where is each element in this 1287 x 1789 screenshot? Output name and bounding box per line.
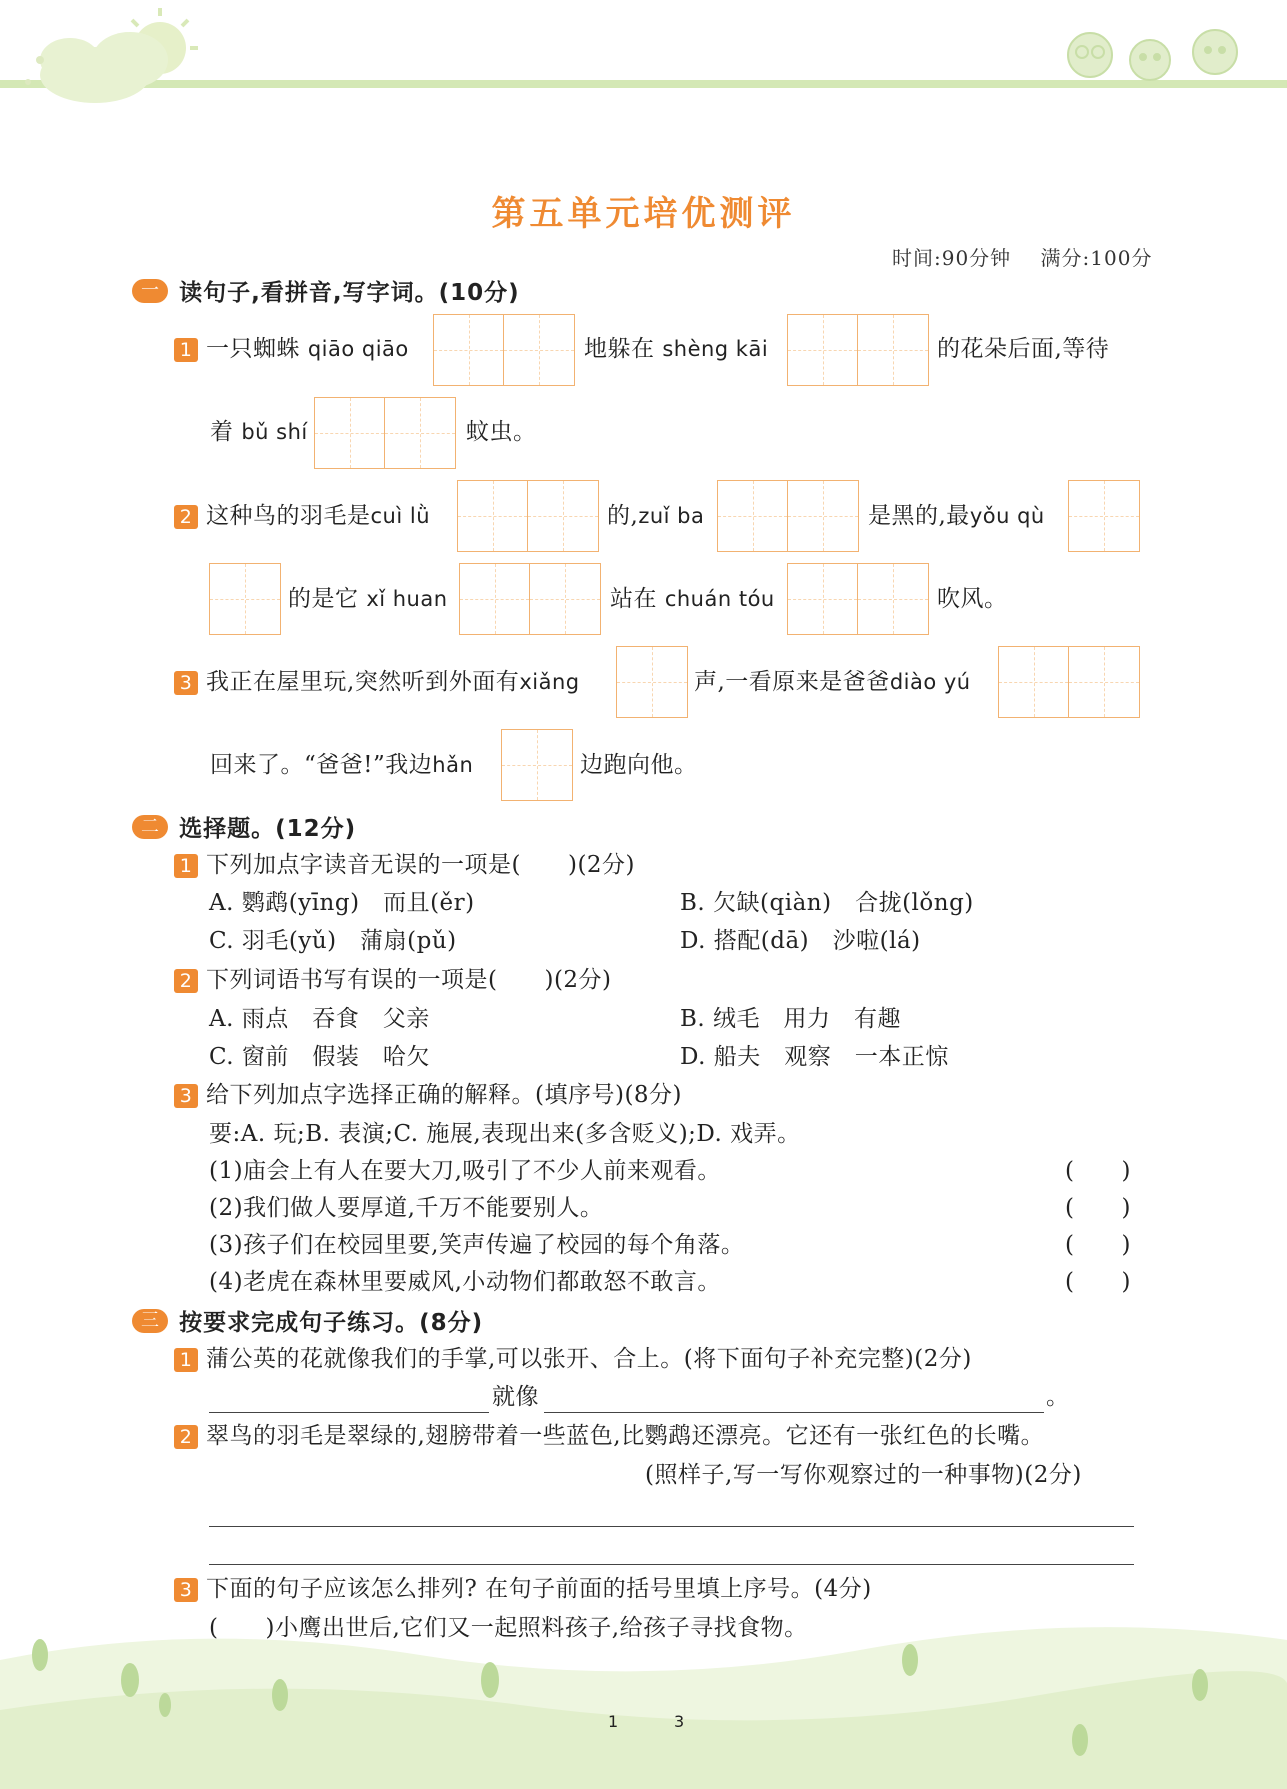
time-limit: 时间:90分钟 [892,246,1012,270]
text: 回来了。“爸爸!”我边 [210,752,433,778]
pinyin: cuì lǜ [370,504,431,528]
question-1-1-line1 [174,332,409,366]
question-number: 2 [174,969,198,993]
page-number-right: 3 [674,1712,685,1731]
answer-grid[interactable] [501,729,573,801]
question-stem: 下列加点字读音无误的一项是( )(2分) [206,852,636,878]
answer-paren[interactable]: ( ) [1065,1232,1131,1258]
pinyin: chuán tóu [664,587,775,611]
text: 我正在屋里玩,突然听到外面有 [206,669,520,695]
answer-line[interactable] [209,1526,1134,1527]
question-1-2-line2 [288,582,448,616]
question-3-3 [174,1572,872,1606]
question-stem: 蒲公英的花就像我们的手掌,可以张开、合上。(将下面句子补充完整)(2分) [206,1346,972,1372]
question-stem: 下面的句子应该怎么排列? 在句子前面的括号里填上序号。(4分) [206,1576,872,1602]
option-b[interactable]: B. 绒毛 用力 有趣 [680,1006,902,1032]
question-stem: 给下列加点字选择正确的解释。(填序号)(8分) [206,1082,683,1108]
question-number: 2 [174,1425,198,1449]
pinyin: shèng kāi [662,337,769,361]
answer-line[interactable] [209,1564,1134,1565]
answer-line[interactable] [544,1412,1044,1413]
text: 是黑的,最 [868,503,970,529]
question-number: 3 [174,1084,198,1108]
section-badge: 一 [132,279,168,303]
answer-grid[interactable] [459,563,601,635]
section-1-header [132,274,520,308]
sub-question: (3)孩子们在校园里要,笑声传遍了校园的每个角落。 [209,1232,745,1258]
answer-grid[interactable] [457,480,599,552]
answer-grid[interactable] [433,314,575,386]
section-badge: 二 [132,815,168,839]
tree-icon [32,1639,1208,1756]
answer-grid[interactable] [717,480,859,552]
ordering-item[interactable]: ( )小鹰出世后,它们又一起照料孩子,给孩子寻找食物。 [209,1615,808,1641]
full-score: 满分:100分 [1040,246,1153,270]
text: 着 [210,419,234,445]
answer-grid[interactable] [787,563,929,635]
question-number: 1 [174,1348,198,1372]
question-number: 3 [174,1578,198,1602]
section-badge: 三 [132,1309,168,1333]
answer-grid[interactable] [314,397,456,469]
text: 的花朵后面,等待 [937,336,1110,362]
answer-paren[interactable]: ( ) [1065,1269,1131,1295]
answer-grid[interactable] [998,646,1140,718]
requirement: (照样子,写一写你观察过的一种事物)(2分) [645,1462,1082,1488]
pinyin: bǔ shí [241,420,308,444]
question-1-1-line1b [584,332,768,366]
option-a[interactable]: A. 鹦鹉(yīng) 而且(ěr) [209,890,475,916]
text: 地躲在 [584,336,655,362]
question-1-3-line1 [174,665,580,699]
sub-question: (4)老虎在森林里要威风,小动物们都敢怒不敢言。 [209,1269,721,1295]
question-number: 3 [174,671,198,695]
option-d[interactable]: D. 搭配(dā) 沙啦(lá) [680,928,921,954]
text: 的是它 [288,586,359,612]
text: 蚊虫。 [466,419,537,445]
question-1-3-line1b [694,665,971,699]
text: 的, [607,503,639,529]
text: 。 [1046,1384,1070,1410]
question-stem: 下列词语书写有误的一项是( )(2分) [206,967,612,993]
cloud-icon [40,32,168,103]
pinyin: qiāo qiāo [307,337,409,361]
question-2-1 [174,848,635,882]
option-d[interactable]: D. 船夫 观察 一本正惊 [680,1044,949,1070]
answer-paren[interactable]: ( ) [1065,1158,1131,1184]
question-1-2-line2b [610,582,775,616]
question-1-2-line1c [868,499,1045,533]
section-3-header [132,1304,483,1338]
answer-line[interactable] [209,1412,489,1413]
question-1-3-line2 [210,748,473,782]
page-number-left: 1 [608,1712,619,1731]
section-title: 选择题。(12分) [179,816,357,842]
question-1-1-line2 [210,415,308,449]
pinyin: diào yú [889,670,971,694]
option-c[interactable]: C. 羽毛(yǔ) 蒲扇(pǔ) [209,928,457,954]
question-2-2 [174,963,612,997]
text: 边跑向他。 [580,752,698,778]
question-3-2 [174,1419,1044,1453]
question-3-1 [174,1342,972,1376]
exam-meta [870,242,1152,271]
answer-grid[interactable] [1068,480,1140,552]
answer-grid[interactable] [787,314,929,386]
text: 吹风。 [937,586,1008,612]
text: 一只蜘蛛 [206,336,300,362]
page-title: 第五单元培优测评 [491,194,796,234]
option-c[interactable]: C. 窗前 假装 哈欠 [209,1044,430,1070]
answer-paren[interactable]: ( ) [1065,1195,1131,1221]
text: 声,一看原来是爸爸 [694,669,890,695]
question-number: 1 [174,854,198,878]
text: 站在 [610,586,657,612]
answer-grid[interactable] [616,646,688,718]
question-stem: 翠鸟的羽毛是翠绿的,翅膀带着一些蓝色,比鹦鹉还漂亮。它还有一张红色的长嘴。 [206,1423,1045,1449]
section-title: 按要求完成句子练习。(8分) [179,1310,484,1336]
section-2-header [132,810,356,844]
pinyin: hǎn [432,753,474,777]
text: 这种鸟的羽毛是 [206,503,371,529]
definitions: 要:A. 玩;B. 表演;C. 施展,表现出来(多含贬义);D. 戏弄。 [209,1121,801,1147]
question-number: 2 [174,505,198,529]
pinyin: xiǎng [519,670,580,694]
option-a[interactable]: A. 雨点 吞食 父亲 [209,1006,430,1032]
pinyin: zuǐ ba [638,504,705,528]
sub-question: (2)我们做人要厚道,千万不能要别人。 [209,1195,604,1221]
section-title: 读句子,看拼音,写字词。(10分) [179,280,520,306]
pinyin: xǐ huan [366,587,448,611]
question-1-2-line1 [174,499,430,533]
sub-question: (1)庙会上有人在要大刀,吸引了不少人前来观看。 [209,1158,721,1184]
answer-grid[interactable] [209,563,281,635]
header-decoration [0,0,1287,120]
text: 就像 [492,1384,539,1410]
question-2-3 [174,1078,682,1112]
pinyin: yǒu qù [969,504,1045,528]
option-b[interactable]: B. 欠缺(qiàn) 合拢(lǒng) [680,890,974,916]
animal-faces-icon [1068,30,1237,80]
question-1-2-line1b [607,499,704,533]
question-number: 1 [174,338,198,362]
